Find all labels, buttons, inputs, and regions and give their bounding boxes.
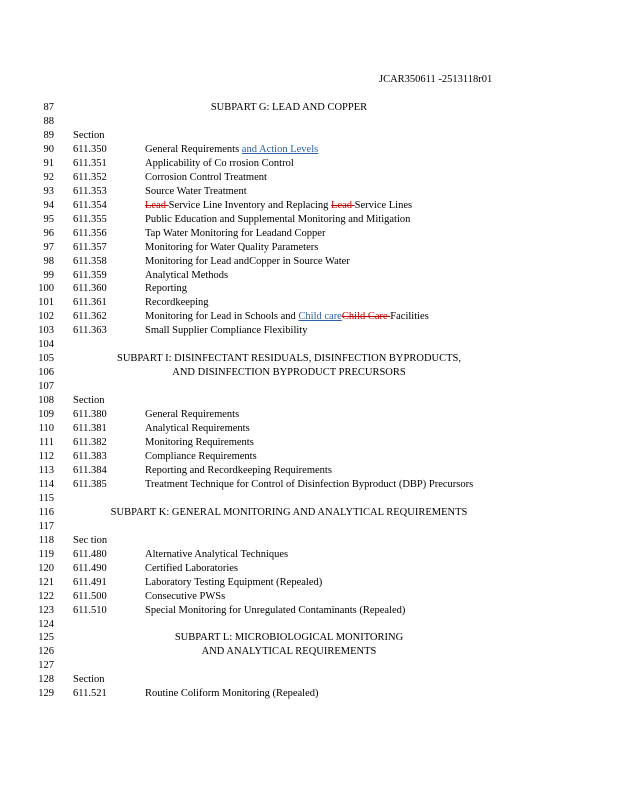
toc-entry: [0, 282, 618, 295]
section-number: 611.361: [73, 297, 107, 309]
section-title: [145, 576, 322, 589]
line-number: 97: [43, 241, 54, 253]
section-number: 611.351: [73, 157, 107, 169]
title-text: Special Monitoring for Unregulated Contaminants (Repealed): [145, 604, 406, 616]
line-number: 120: [38, 562, 54, 574]
title-text: Service Line Inventory and Replacing: [168, 199, 332, 211]
title-text: General Requirements: [145, 409, 240, 421]
title-text: Reporting and Recordkeeping Requirements: [145, 464, 332, 476]
section-number: 611.500: [73, 590, 107, 602]
section-title: [145, 296, 209, 309]
section-title: [145, 436, 254, 449]
line-number: 113: [38, 464, 54, 476]
section-label: Section: [73, 129, 105, 141]
title-text: Laboratory Testing Equipment (Repealed): [145, 576, 323, 588]
inserted-text: and Action Levels: [241, 143, 319, 155]
subpart-heading-line: [0, 631, 618, 644]
document-line: [0, 115, 618, 128]
title-text: Analytical Methods: [145, 269, 229, 281]
title-text: General Requirements: [145, 143, 242, 155]
toc-entry: [0, 241, 618, 254]
section-number: 611.359: [73, 269, 107, 281]
toc-entry: [0, 171, 618, 184]
line-number: 94: [43, 199, 54, 211]
line-number: 90: [43, 143, 54, 155]
subpart-heading: SUBPART G: LEAD AND COPPER: [210, 102, 368, 113]
section-title: [145, 282, 187, 295]
line-number: 104: [38, 339, 54, 351]
toc-entry: [0, 562, 618, 575]
toc-entry: [0, 213, 618, 226]
toc-entry: [0, 296, 618, 309]
section-number: 611.384: [73, 464, 107, 476]
section-title: [145, 687, 319, 700]
deleted-text: Lead: [331, 199, 355, 211]
line-number: 95: [43, 213, 54, 225]
document-line: [0, 520, 618, 533]
section-number: 611.355: [73, 213, 107, 225]
title-text: Monitoring for Lead in Schools and: [145, 311, 299, 323]
title-text: Compliance Requirements: [145, 451, 257, 462]
title-text: Recordkeeping: [145, 297, 209, 309]
section-title: [145, 548, 288, 561]
toc-entry: [0, 310, 618, 323]
line-number: 103: [38, 325, 54, 337]
toc-entry: [0, 227, 618, 240]
document-id: JCAR350611 -2513118r01: [379, 74, 493, 85]
line-number: 101: [38, 297, 54, 309]
toc-entry: [0, 436, 618, 449]
title-text: Certified Laboratories: [145, 562, 239, 574]
section-title: [145, 310, 429, 323]
section-number: 611.352: [73, 171, 107, 183]
line-number: 105: [38, 353, 54, 365]
section-number: 611.354: [73, 199, 107, 211]
title-text: Public Education and Supplemental Monitoring and Mitigation: [145, 213, 411, 225]
line-number: 115: [38, 492, 54, 504]
toc-entry: [0, 478, 618, 491]
line-number: 117: [38, 520, 54, 532]
line-number: 112: [38, 451, 54, 462]
section-number: 611.350: [73, 143, 107, 155]
line-number: 111: [39, 437, 54, 449]
inserted-text: Child care: [298, 311, 342, 323]
title-text: Corrosion Control Treatment: [145, 171, 267, 183]
title-text: Service Lines: [354, 199, 413, 211]
subpart-heading-line: [0, 101, 618, 114]
toc-entry: [0, 548, 618, 561]
title-text: Alternative Analytical Techniques: [145, 548, 289, 560]
deleted-text: Child Care: [341, 311, 391, 323]
section-number: 611.357: [73, 241, 107, 253]
document-line: [0, 534, 618, 547]
line-number: 129: [38, 688, 54, 700]
document-line: [0, 673, 618, 686]
section-number: 611.491: [73, 576, 107, 588]
line-number: 89: [43, 129, 54, 141]
line-number: 108: [38, 395, 54, 407]
toc-entry: [0, 185, 618, 198]
toc-entry: [0, 687, 618, 700]
toc-entry: [0, 450, 618, 463]
section-title: [145, 478, 473, 491]
section-title: [145, 199, 412, 212]
subpart-heading: SUBPART K: GENERAL MONITORING AND ANALYTICAL REQUIREMENTS: [110, 506, 468, 518]
document-line: [0, 618, 618, 631]
title-text: Small Supplier Compliance Flexibility: [145, 325, 308, 337]
line-number: 110: [38, 423, 54, 435]
section-number: 611.510: [73, 604, 107, 616]
section-label: Sec tion: [73, 534, 108, 546]
section-title: [145, 255, 350, 268]
line-number: 116: [38, 506, 54, 518]
toc-entry: [0, 143, 618, 156]
line-number: 102: [38, 311, 54, 323]
toc-entry: [0, 422, 618, 435]
line-number: 91: [43, 157, 54, 169]
title-text: Applicability of Co rrosion Control: [145, 157, 294, 169]
line-number: 98: [43, 255, 54, 267]
section-number: 611.362: [73, 311, 107, 323]
document-line: [0, 492, 618, 505]
section-title: [145, 143, 318, 156]
line-number: 125: [38, 632, 54, 644]
toc-entry: [0, 255, 618, 268]
line-number: 109: [38, 409, 54, 421]
deleted-text: Lead: [145, 199, 169, 211]
toc-entry: [0, 157, 618, 170]
section-title: [145, 241, 318, 254]
section-title: [145, 408, 239, 421]
subpart-heading: AND ANALYTICAL REQUIREMENTS: [201, 646, 377, 658]
section-number: 611.385: [73, 478, 107, 490]
document-line: [0, 659, 618, 672]
title-text: Analytical Requirements: [145, 423, 250, 435]
line-number: 124: [38, 618, 54, 630]
line-number: 107: [38, 381, 54, 393]
title-text: Monitoring for Lead andCopper in Source Water: [145, 255, 350, 267]
title-text: Monitoring for Water Quality Parameters: [145, 241, 319, 253]
subpart-heading-line: [0, 506, 618, 519]
title-text: Source Water Treatment: [145, 185, 247, 197]
section-label: Section: [73, 395, 105, 407]
line-number: 127: [38, 660, 54, 672]
line-number: 119: [38, 548, 54, 560]
section-number: 611.358: [73, 255, 107, 267]
section-title: [145, 213, 410, 226]
document-line: [0, 338, 618, 351]
title-text: Reporting: [145, 283, 187, 295]
line-number: 99: [43, 269, 54, 281]
toc-entry: [0, 604, 618, 617]
line-number: 118: [38, 534, 54, 546]
section-number: 611.521: [73, 688, 107, 700]
section-title: [145, 269, 228, 282]
document-line: [0, 394, 618, 407]
toc-entry: [0, 199, 618, 212]
section-number: 611.356: [73, 227, 107, 239]
document-line: [0, 380, 618, 393]
subpart-heading: SUBPART L: MICROBIOLOGICAL MONITORING: [174, 632, 404, 644]
section-label: Section: [73, 674, 105, 686]
line-number: 128: [38, 674, 54, 686]
section-title: [145, 604, 405, 617]
section-title: [145, 157, 294, 170]
title-text: Routine Coliform Monitoring (Repealed): [145, 688, 319, 700]
section-title: [145, 590, 225, 603]
section-title: [145, 227, 325, 240]
section-number: 611.363: [73, 325, 107, 337]
title-text: Facilities: [390, 311, 429, 323]
section-number: 611.360: [73, 283, 107, 295]
section-title: [145, 324, 307, 337]
title-text: Treatment Technique for Control of Disinfection Byproduct (DBP) Precursors: [145, 478, 474, 490]
section-number: 611.490: [73, 562, 107, 574]
section-number: 611.382: [73, 437, 107, 449]
line-number: 87: [43, 102, 54, 113]
title-text: Consecutive PWSs: [145, 590, 226, 602]
line-number: 106: [38, 367, 54, 379]
line-number: 88: [43, 115, 54, 127]
section-number: 611.380: [73, 409, 107, 421]
line-number: 126: [38, 646, 54, 658]
subpart-heading: AND DISINFECTION BYPRODUCT PRECURSORS: [172, 367, 406, 379]
section-title: [145, 450, 257, 463]
line-number: 93: [43, 185, 54, 197]
section-number: 611.353: [73, 185, 107, 197]
section-title: [145, 464, 332, 477]
section-title: [145, 562, 238, 575]
line-number: 114: [38, 478, 54, 490]
toc-entry: [0, 324, 618, 337]
section-title: [145, 171, 267, 184]
subpart-heading: SUBPART I: DISINFECTANT RESIDUALS, DISINFECTION BYPRODUCTS,: [116, 353, 461, 365]
section-title: [145, 185, 247, 198]
subpart-heading-line: [0, 645, 618, 658]
toc-entry: [0, 269, 618, 282]
line-number: 123: [38, 604, 54, 616]
document-line: [0, 129, 618, 142]
toc-entry: [0, 464, 618, 477]
line-number: 121: [38, 576, 54, 588]
line-number: 92: [43, 171, 54, 183]
toc-entry: [0, 408, 618, 421]
subpart-heading-line: [0, 352, 618, 365]
line-number: 96: [43, 227, 54, 239]
section-number: 611.381: [73, 423, 107, 435]
line-number: 100: [38, 283, 54, 295]
section-title: [145, 422, 250, 435]
title-text: Monitoring Requirements: [145, 437, 254, 449]
toc-entry: [0, 576, 618, 589]
subpart-heading-line: [0, 366, 618, 379]
section-number: 611.383: [73, 451, 107, 462]
title-text: Tap Water Monitoring for Leadand Copper: [145, 227, 326, 239]
line-number: 122: [38, 590, 54, 602]
section-number: 611.480: [73, 548, 107, 560]
toc-entry: [0, 590, 618, 603]
